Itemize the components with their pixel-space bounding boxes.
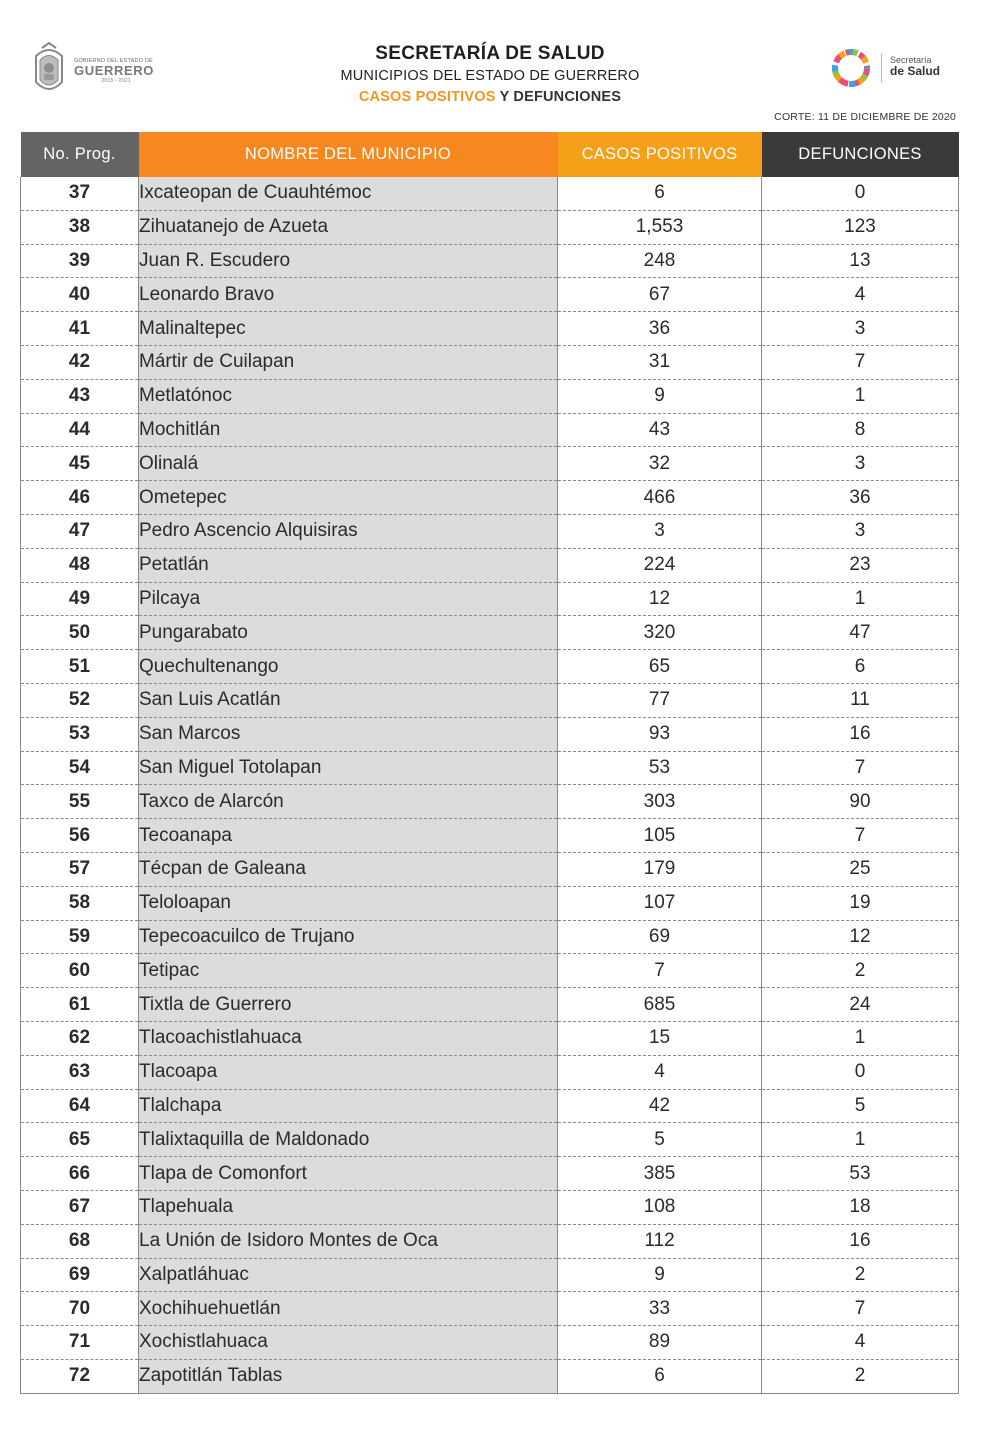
row-number: 42 bbox=[21, 345, 139, 379]
table-row bbox=[21, 1089, 959, 1123]
table-row bbox=[21, 1157, 959, 1191]
deaths-value: 25 bbox=[762, 852, 959, 886]
row-number: 72 bbox=[21, 1359, 139, 1393]
salud-flower-icon bbox=[828, 46, 874, 90]
deaths-value: 2 bbox=[762, 1359, 959, 1393]
row-number: 43 bbox=[21, 379, 139, 413]
positive-cases-value: 303 bbox=[558, 785, 762, 819]
positive-cases-value: 320 bbox=[558, 616, 762, 650]
positive-cases-value: 466 bbox=[558, 481, 762, 515]
table-row bbox=[21, 1292, 959, 1326]
cutoff-date: CORTE: 11 DE DICIEMBRE DE 2020 bbox=[774, 111, 956, 123]
positive-cases-value: 43 bbox=[558, 413, 762, 447]
positive-cases-value: 6 bbox=[558, 177, 762, 210]
deaths-value: 0 bbox=[762, 1055, 959, 1089]
row-number: 38 bbox=[21, 210, 139, 244]
deaths-value: 7 bbox=[762, 345, 959, 379]
positive-cases-value: 32 bbox=[558, 447, 762, 481]
municipalities-table bbox=[20, 132, 959, 1394]
deaths-value: 90 bbox=[762, 785, 959, 819]
municipality-name: Pedro Ascencio Alquisiras bbox=[139, 514, 558, 548]
positive-cases-value: 108 bbox=[558, 1190, 762, 1224]
deaths-value: 1 bbox=[762, 1021, 959, 1055]
municipality-name: Olinalá bbox=[139, 447, 558, 481]
municipality-name: Quechultenango bbox=[139, 650, 558, 684]
positive-cases-value: 224 bbox=[558, 548, 762, 582]
row-number: 61 bbox=[21, 988, 139, 1022]
municipality-name: Tlacoapa bbox=[139, 1055, 558, 1089]
municipality-name: Tlapa de Comonfort bbox=[139, 1157, 558, 1191]
positive-cases-value: 53 bbox=[558, 751, 762, 785]
municipality-name: La Unión de Isidoro Montes de Oca bbox=[139, 1224, 558, 1258]
row-number: 57 bbox=[21, 852, 139, 886]
municipality-name: Xalpatláhuac bbox=[139, 1258, 558, 1292]
table-header-row bbox=[21, 132, 959, 177]
row-number: 70 bbox=[21, 1292, 139, 1326]
deaths-value: 23 bbox=[762, 548, 959, 582]
table-row bbox=[21, 312, 959, 346]
positive-cases-value: 77 bbox=[558, 683, 762, 717]
row-number: 65 bbox=[21, 1123, 139, 1157]
guerrero-government-logo bbox=[30, 42, 170, 100]
table-body bbox=[21, 177, 959, 1393]
positive-cases-value: 33 bbox=[558, 1292, 762, 1326]
row-number: 46 bbox=[21, 481, 139, 515]
table-row bbox=[21, 244, 959, 278]
municipality-name: Petatlán bbox=[139, 548, 558, 582]
page-header bbox=[0, 0, 984, 130]
gov-logo-state-name: GUERRERO bbox=[74, 63, 154, 78]
positive-cases-value: 4 bbox=[558, 1055, 762, 1089]
row-number: 39 bbox=[21, 244, 139, 278]
table-row bbox=[21, 852, 959, 886]
deaths-value: 18 bbox=[762, 1190, 959, 1224]
table-row bbox=[21, 1258, 959, 1292]
row-number: 67 bbox=[21, 1190, 139, 1224]
positive-cases-value: 31 bbox=[558, 345, 762, 379]
logo-divider bbox=[881, 53, 882, 83]
table-row bbox=[21, 481, 959, 515]
deaths-value: 7 bbox=[762, 751, 959, 785]
deaths-value: 47 bbox=[762, 616, 959, 650]
positive-cases-value: 93 bbox=[558, 717, 762, 751]
row-number: 37 bbox=[21, 177, 139, 210]
deaths-value: 1 bbox=[762, 379, 959, 413]
positive-cases-value: 12 bbox=[558, 582, 762, 616]
deaths-value: 1 bbox=[762, 582, 959, 616]
table-row bbox=[21, 1021, 959, 1055]
table-row bbox=[21, 1055, 959, 1089]
municipality-name: Pilcaya bbox=[139, 582, 558, 616]
table-row bbox=[21, 616, 959, 650]
municipality-name: Tetipac bbox=[139, 954, 558, 988]
positive-cases-value: 65 bbox=[558, 650, 762, 684]
row-number: 58 bbox=[21, 886, 139, 920]
table-row bbox=[21, 785, 959, 819]
table-row bbox=[21, 683, 959, 717]
deaths-value: 16 bbox=[762, 1224, 959, 1258]
gov-logo-years: 2015 - 2021 bbox=[101, 78, 131, 84]
deaths-value: 7 bbox=[762, 819, 959, 853]
table-row bbox=[21, 886, 959, 920]
municipality-name: Xochistlahuaca bbox=[139, 1326, 558, 1360]
subtitle-highlight: CASOS POSITIVOS bbox=[358, 89, 496, 105]
deaths-value: 6 bbox=[762, 650, 959, 684]
table-row bbox=[21, 650, 959, 684]
page-subtitle: MUNICIPIOS DEL ESTADO DE GUERRERO bbox=[340, 68, 640, 84]
positive-cases-value: 89 bbox=[558, 1326, 762, 1360]
row-number: 71 bbox=[21, 1326, 139, 1360]
deaths-value: 3 bbox=[762, 514, 959, 548]
table-row bbox=[21, 717, 959, 751]
row-number: 40 bbox=[21, 278, 139, 312]
municipality-name: Xochihuehuetlán bbox=[139, 1292, 558, 1326]
municipality-name: Tixtla de Guerrero bbox=[139, 988, 558, 1022]
positive-cases-value: 69 bbox=[558, 920, 762, 954]
table-row bbox=[21, 920, 959, 954]
column-header-municipality: NOMBRE DEL MUNICIPIO bbox=[139, 132, 558, 177]
deaths-value: 8 bbox=[762, 413, 959, 447]
deaths-value: 1 bbox=[762, 1123, 959, 1157]
positive-cases-value: 3 bbox=[558, 514, 762, 548]
row-number: 63 bbox=[21, 1055, 139, 1089]
deaths-value: 2 bbox=[762, 1258, 959, 1292]
deaths-value: 36 bbox=[762, 481, 959, 515]
municipality-name: Malinaltepec bbox=[139, 312, 558, 346]
table-row bbox=[21, 210, 959, 244]
municipality-name: Teloloapan bbox=[139, 886, 558, 920]
state-crest-icon bbox=[30, 42, 68, 98]
row-number: 69 bbox=[21, 1258, 139, 1292]
row-number: 68 bbox=[21, 1224, 139, 1258]
row-number: 48 bbox=[21, 548, 139, 582]
row-number: 51 bbox=[21, 650, 139, 684]
table-row bbox=[21, 582, 959, 616]
positive-cases-value: 5 bbox=[558, 1123, 762, 1157]
table-row bbox=[21, 177, 959, 210]
positive-cases-value: 248 bbox=[558, 244, 762, 278]
deaths-value: 123 bbox=[762, 210, 959, 244]
deaths-value: 3 bbox=[762, 312, 959, 346]
row-number: 44 bbox=[21, 413, 139, 447]
municipality-name: Juan R. Escudero bbox=[139, 244, 558, 278]
municipality-name: San Luis Acatlán bbox=[139, 683, 558, 717]
table-row bbox=[21, 514, 959, 548]
row-number: 50 bbox=[21, 616, 139, 650]
positive-cases-value: 6 bbox=[558, 1359, 762, 1393]
table-row bbox=[21, 413, 959, 447]
table-row bbox=[21, 379, 959, 413]
gov-logo-small-text: GOBIERNO DEL ESTADO DE bbox=[74, 58, 153, 64]
row-number: 54 bbox=[21, 751, 139, 785]
table-row bbox=[21, 751, 959, 785]
municipality-name: San Marcos bbox=[139, 717, 558, 751]
positive-cases-value: 685 bbox=[558, 988, 762, 1022]
deaths-value: 7 bbox=[762, 1292, 959, 1326]
municipality-name: Ixcateopan de Cuauhtémoc bbox=[139, 177, 558, 210]
deaths-value: 3 bbox=[762, 447, 959, 481]
deaths-value: 5 bbox=[762, 1089, 959, 1123]
deaths-value: 16 bbox=[762, 717, 959, 751]
page-subtitle-2 bbox=[250, 87, 730, 107]
table-row bbox=[21, 988, 959, 1022]
municipality-name: Tecoanapa bbox=[139, 819, 558, 853]
gov-logo-text bbox=[74, 58, 174, 84]
positive-cases-value: 9 bbox=[558, 379, 762, 413]
positive-cases-value: 385 bbox=[558, 1157, 762, 1191]
municipality-name: Pungarabato bbox=[139, 616, 558, 650]
deaths-value: 53 bbox=[762, 1157, 959, 1191]
table-row bbox=[21, 447, 959, 481]
positive-cases-value: 9 bbox=[558, 1258, 762, 1292]
deaths-value: 13 bbox=[762, 244, 959, 278]
table-row bbox=[21, 1359, 959, 1393]
positive-cases-value: 15 bbox=[558, 1021, 762, 1055]
municipality-name: Tepecoacuilco de Trujano bbox=[139, 920, 558, 954]
column-header-positive-cases: CASOS POSITIVOS bbox=[558, 132, 762, 177]
row-number: 53 bbox=[21, 717, 139, 751]
deaths-value: 12 bbox=[762, 920, 959, 954]
salud-logo-big: de Salud bbox=[890, 64, 941, 78]
deaths-value: 4 bbox=[762, 278, 959, 312]
municipality-name: Ometepec bbox=[139, 481, 558, 515]
positive-cases-value: 42 bbox=[558, 1089, 762, 1123]
row-number: 64 bbox=[21, 1089, 139, 1123]
deaths-value: 2 bbox=[762, 954, 959, 988]
positive-cases-value: 36 bbox=[558, 312, 762, 346]
row-number: 41 bbox=[21, 312, 139, 346]
table-row bbox=[21, 819, 959, 853]
page-title: SECRETARÍA DE SALUD bbox=[375, 43, 605, 64]
positive-cases-value: 105 bbox=[558, 819, 762, 853]
positive-cases-value: 67 bbox=[558, 278, 762, 312]
row-number: 66 bbox=[21, 1157, 139, 1191]
table-row bbox=[21, 954, 959, 988]
deaths-value: 4 bbox=[762, 1326, 959, 1360]
deaths-value: 0 bbox=[762, 177, 959, 210]
table-row bbox=[21, 1123, 959, 1157]
municipality-name: Zihuatanejo de Azueta bbox=[139, 210, 558, 244]
municipality-name: Leonardo Bravo bbox=[139, 278, 558, 312]
secretaria-salud-logo bbox=[828, 46, 958, 90]
positive-cases-value: 7 bbox=[558, 954, 762, 988]
municipality-name: Tlalixtaquilla de Maldonado bbox=[139, 1123, 558, 1157]
row-number: 45 bbox=[21, 447, 139, 481]
municipality-name: Metlatónoc bbox=[139, 379, 558, 413]
row-number: 52 bbox=[21, 683, 139, 717]
row-number: 60 bbox=[21, 954, 139, 988]
municipality-name: Zapotitlán Tablas bbox=[139, 1359, 558, 1393]
positive-cases-value: 107 bbox=[558, 886, 762, 920]
table-row bbox=[21, 1190, 959, 1224]
row-number: 47 bbox=[21, 514, 139, 548]
municipality-name: Mártir de Cuilapan bbox=[139, 345, 558, 379]
municipality-name: Mochitlán bbox=[139, 413, 558, 447]
document-titles bbox=[250, 42, 730, 107]
table-row bbox=[21, 1326, 959, 1360]
positive-cases-value: 112 bbox=[558, 1224, 762, 1258]
column-header-deaths: DEFUNCIONES bbox=[762, 132, 959, 177]
municipality-name: Tlalchapa bbox=[139, 1089, 558, 1123]
municipality-name: Tlapehuala bbox=[139, 1190, 558, 1224]
municipality-name: Técpan de Galeana bbox=[139, 852, 558, 886]
table-row bbox=[21, 345, 959, 379]
table-row bbox=[21, 278, 959, 312]
positive-cases-value: 1,553 bbox=[558, 210, 762, 244]
positive-cases-value: 179 bbox=[558, 852, 762, 886]
table-row bbox=[21, 548, 959, 582]
deaths-value: 11 bbox=[762, 683, 959, 717]
deaths-value: 24 bbox=[762, 988, 959, 1022]
row-number: 62 bbox=[21, 1021, 139, 1055]
municipality-name: San Miguel Totolapan bbox=[139, 751, 558, 785]
row-number: 59 bbox=[21, 920, 139, 954]
deaths-value: 19 bbox=[762, 886, 959, 920]
salud-logo-text bbox=[890, 55, 940, 78]
row-number: 56 bbox=[21, 819, 139, 853]
municipality-name: Taxco de Alarcón bbox=[139, 785, 558, 819]
subtitle-rest: Y DEFUNCIONES bbox=[499, 89, 622, 105]
row-number: 55 bbox=[21, 785, 139, 819]
column-header-prog: No. Prog. bbox=[21, 132, 139, 177]
row-number: 49 bbox=[21, 582, 139, 616]
salud-logo-small: Secretaría bbox=[890, 55, 932, 65]
table-row bbox=[21, 1224, 959, 1258]
municipality-name: Tlacoachistlahuaca bbox=[139, 1021, 558, 1055]
